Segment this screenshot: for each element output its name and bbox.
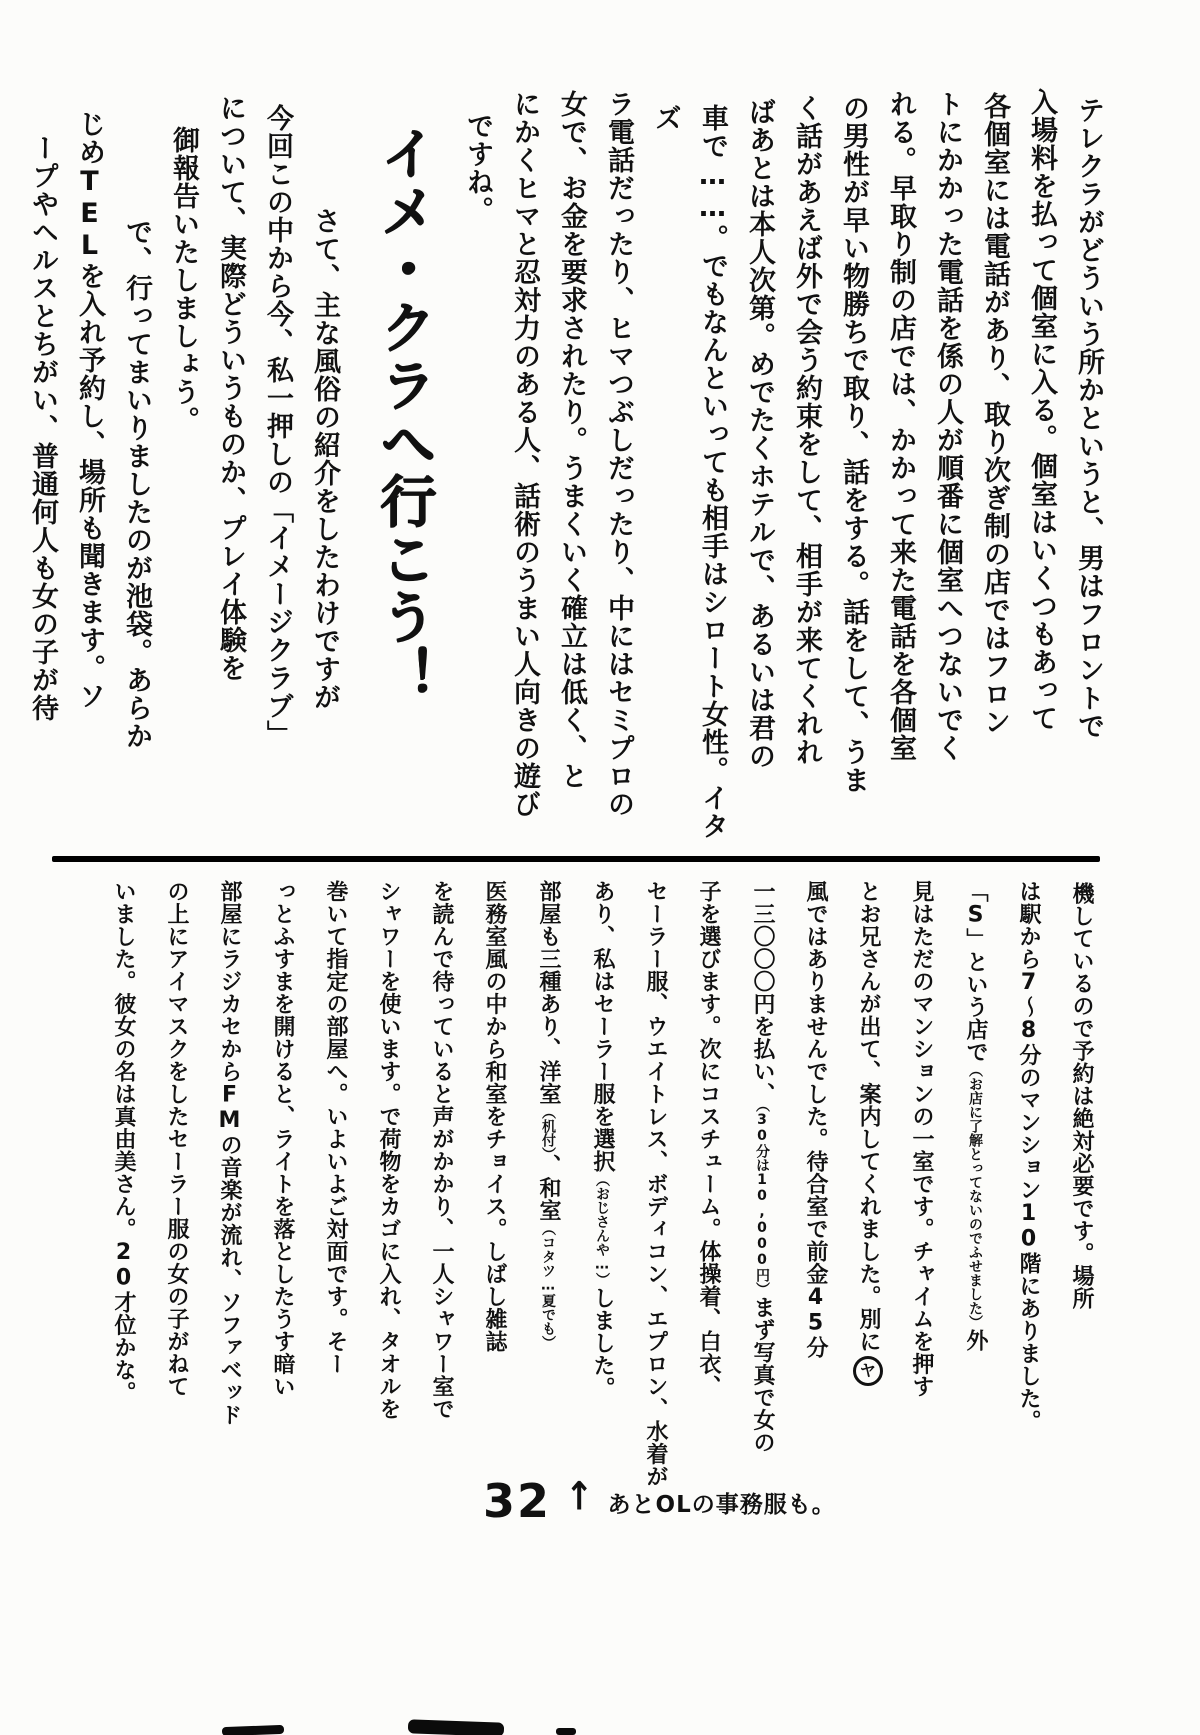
text-run: あり、私はセーラー服を選択 [590, 880, 615, 1173]
text-column: 御報告いたしましょう。 [168, 126, 199, 434]
article-title: イメ・クラへ行こう！ [371, 124, 436, 704]
text-run: とお兄さんが出て、案内してくれました。別に [856, 880, 881, 1353]
text-run: しました。 [590, 1286, 615, 1399]
text-run: 部屋も三種あり、洋室 [536, 880, 561, 1105]
text-column: 女で、お金を要求されたり。うまくいく確立は低く、と [556, 90, 587, 790]
text-column: 医務室風の中から和室をチョイス。しばし雑誌 [482, 880, 507, 1353]
page-number: 32 [483, 1474, 552, 1528]
scan-artifact [408, 1719, 504, 1735]
text-column: は駅から7〜8分のマンション10階にありました。 [1016, 880, 1041, 1432]
circled-character: ヤ [853, 1356, 883, 1386]
text-column: 入場料を払って個室に入る。個室はいくつもあって [1026, 88, 1057, 732]
text-run: まず写真で女の [750, 1296, 775, 1454]
text-column: セーラー服、ウエイトレス、ボディコン、エプロン、水着が [643, 880, 668, 1488]
text-column: ですね。 [462, 112, 493, 224]
text-run: 一三〇〇〇円を払い、 [750, 880, 775, 1105]
text-column: 子を選びます。次にコスチューム。体操着、白衣、 [696, 880, 721, 1398]
footer-note: あとOLの事務服も。 [607, 1492, 836, 1518]
text-column: にかくヒマと忍対力のある人、話術のうまい人向きの遊び [509, 90, 540, 818]
text-column: の上にアイマスクをしたセーラー服の女の子がねて [164, 880, 189, 1398]
text-column: シャワーを使います。で荷物をカゴに入れ、タオルを [376, 880, 401, 1420]
text-column: テレクラがどういう所かというと、男はフロントで [1073, 96, 1104, 740]
text-column [948, 872, 1002, 1490]
bottom-text-block [94, 872, 1108, 1490]
text-column [575, 872, 629, 1490]
text-column: の男性が早い物勝ちで取り、話をする。話をして、うま [838, 94, 869, 794]
text-column: について、実際どういうものか、プレイ体験を [215, 94, 246, 682]
small-annotation: （コタツ…夏でも） [540, 1221, 556, 1350]
page-footer [483, 1474, 836, 1528]
text-column [735, 872, 789, 1490]
text-column: で、行ってまいりましたのが池袋。あらか [121, 218, 152, 750]
text-column: を読んで待っていると声がかかり、一人シャワー室で [429, 880, 454, 1420]
section-divider [52, 856, 1100, 862]
text-column: く話があえば外で会う約束をして、相手が来てくれれ [791, 94, 822, 766]
text-column [521, 872, 575, 1490]
small-annotation: （机付） [540, 1105, 556, 1154]
small-annotation: （おじさんや…） [594, 1172, 610, 1287]
small-annotation: （30分は10,000円） [754, 1105, 770, 1296]
text-column: 機しているので予約は絶対必要です。場所 [1069, 882, 1094, 1310]
text-run: 「S」という店で [963, 880, 988, 1063]
text-column: じめTELを入れ予約し、場所も聞きます。ソ [74, 110, 105, 710]
text-column: 今回この中から今、私一押しの「イメージクラブ」 [262, 104, 293, 748]
small-annotation: （お店に了解とってないのでふせました） [967, 1063, 983, 1329]
text-column: 巻いて指定の部屋へ。いよいよご対面です。そー [323, 880, 348, 1375]
scan-artifact [222, 1725, 284, 1735]
text-column: 見はただのマンションの一室です。チャイムを押す [909, 880, 934, 1398]
up-arrow-icon: ↑ [565, 1474, 594, 1520]
text-column: 各個室には電話があり、取り次ぎ制の店ではフロン [979, 92, 1010, 736]
scan-artifact [556, 1728, 576, 1735]
text-column: いました。彼女の名は真由美さん。20才位かな。 [111, 880, 136, 1404]
top-text-block [27, 82, 1112, 860]
text-column: れる。早取り制の店では、かかって来た電話を各個室 [885, 90, 916, 762]
text-column: ラ電話だったり、ヒマつぶしだったり、中にはセミプロの [603, 90, 634, 818]
text-run: 外 [963, 1329, 988, 1352]
text-column: 車で……。でもなんといっても相手はシロート女性。イタズ [650, 104, 728, 840]
text-column: っとふすまを開けると、ライトを落としたうす暗い [270, 880, 295, 1398]
text-column: ープやヘルスとちがい、普通何人も女の子が待 [27, 134, 58, 722]
text-column: さて、主な風俗の紹介をしたわけですが [309, 207, 340, 711]
text-column: トにかかった電話を係の人が順番に個室へつないでく [932, 90, 963, 762]
text-run: 、和室 [536, 1154, 561, 1222]
text-column [842, 872, 895, 1490]
text-column: 風ではありませんでした。待合室で前金45分 [803, 880, 828, 1359]
text-column: ばあとは本人次第。めでたくホテルで、あるいは君の [744, 98, 775, 770]
text-column: 部屋にラジカセからFMの音楽が流れ、ソファベッド [217, 880, 242, 1426]
